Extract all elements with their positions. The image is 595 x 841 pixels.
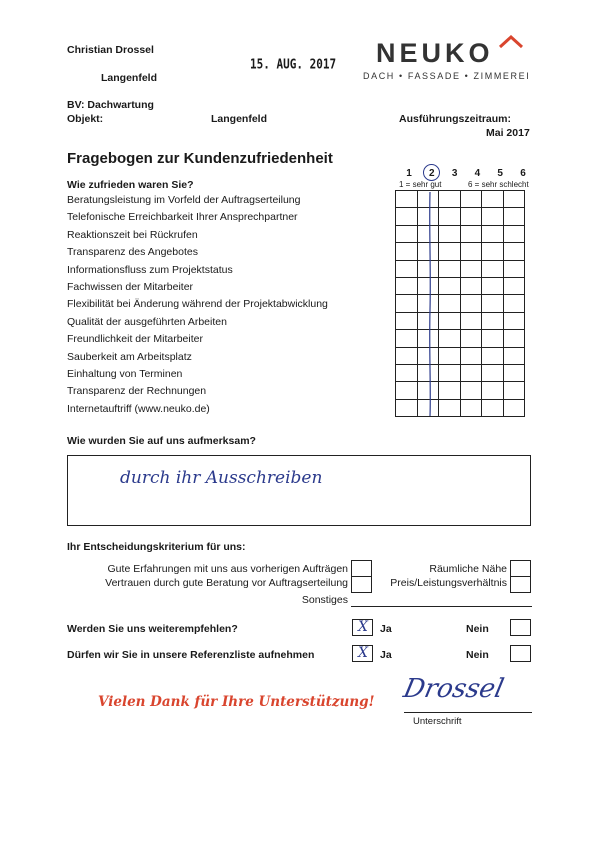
survey-item: Flexibilität bei Änderung während der Projektabwicklung bbox=[67, 298, 328, 311]
recommend-yes-label: Ja bbox=[380, 623, 392, 635]
survey-item: Fachwissen der Mitarbeiter bbox=[67, 281, 194, 293]
rating-cell[interactable] bbox=[438, 277, 461, 295]
rating-row bbox=[396, 365, 532, 382]
criteria-right-1: Räumliche Nähe bbox=[429, 563, 507, 575]
criteria-left-2-checkbox[interactable] bbox=[351, 576, 372, 593]
rating-cell[interactable] bbox=[395, 277, 418, 295]
rating-cell[interactable] bbox=[438, 399, 461, 417]
rating-cell[interactable] bbox=[481, 242, 504, 260]
rating-cell[interactable] bbox=[503, 364, 526, 382]
rating-cell[interactable] bbox=[481, 294, 504, 312]
survey-item: Telefonische Erreichbarkeit Ihrer Ansprechpartner bbox=[67, 211, 298, 224]
reference-yes-label: Ja bbox=[380, 649, 392, 661]
reference-no-checkbox[interactable] bbox=[510, 645, 531, 662]
criteria-left-2: Vertrauen durch gute Beratung vor Auftragserteilung bbox=[105, 577, 348, 589]
survey-item: Beratungsleistung im Vorfeld der Auftragserteilung bbox=[67, 194, 301, 206]
other-label: Sonstiges bbox=[301, 594, 348, 606]
rating-row bbox=[396, 208, 532, 225]
rating-cell[interactable] bbox=[481, 260, 504, 278]
signature: Drossel bbox=[400, 674, 507, 704]
rating-cell[interactable] bbox=[395, 399, 418, 417]
aware-answer: durch ihr Ausschreiben bbox=[120, 468, 323, 488]
rating-cell[interactable] bbox=[503, 294, 526, 312]
criteria-right-2-checkbox[interactable] bbox=[510, 576, 531, 593]
reference-yes-checkbox[interactable] bbox=[352, 645, 373, 662]
rating-cell[interactable] bbox=[460, 347, 483, 365]
recommend-no-label: Nein bbox=[466, 623, 489, 635]
rating-cell[interactable] bbox=[438, 207, 461, 225]
rating-cell[interactable] bbox=[460, 329, 483, 347]
objekt-value: Langenfeld bbox=[211, 113, 268, 125]
rating-cell[interactable] bbox=[395, 312, 418, 330]
survey-item: Informationsfluss zum Projektstatus bbox=[67, 263, 233, 276]
rating-cell[interactable] bbox=[395, 347, 418, 365]
survey-title: Fragebogen zur Kundenzufriedenheit bbox=[67, 150, 333, 167]
rating-cell[interactable] bbox=[503, 399, 526, 417]
rating-cell[interactable] bbox=[438, 381, 461, 399]
rating-cell[interactable] bbox=[460, 364, 483, 382]
rating-cell[interactable] bbox=[460, 294, 483, 312]
rating-cell[interactable] bbox=[438, 329, 461, 347]
selected-rating-circle bbox=[423, 164, 440, 181]
rating-cell[interactable] bbox=[438, 225, 461, 243]
recommend-yes-mark: X bbox=[358, 619, 368, 635]
reference-no-label: Nein bbox=[466, 649, 489, 661]
rating-cell[interactable] bbox=[460, 399, 483, 417]
rating-cell[interactable] bbox=[460, 242, 483, 260]
survey-item: Transparenz der Rechnungen bbox=[67, 385, 207, 398]
rating-cell[interactable] bbox=[503, 329, 526, 347]
rating-cell[interactable] bbox=[395, 225, 418, 243]
rating-row bbox=[396, 243, 532, 260]
criteria-right-1-checkbox[interactable] bbox=[510, 560, 531, 577]
survey-item: Internetauftriff (www.neuko.de) bbox=[67, 402, 210, 415]
rating-cell[interactable] bbox=[395, 207, 418, 225]
rating-cell[interactable] bbox=[503, 381, 526, 399]
rating-cell[interactable] bbox=[481, 364, 504, 382]
rating-cell[interactable] bbox=[395, 190, 418, 208]
bv-label: BV: Dachwartung bbox=[67, 99, 154, 111]
scale-number-5: 5 bbox=[497, 168, 503, 179]
rating-cell[interactable] bbox=[395, 364, 418, 382]
rating-row bbox=[396, 348, 532, 365]
zeitraum-value: Mai 2017 bbox=[486, 127, 530, 139]
recommend-question: Werden Sie uns weiterempfehlen? bbox=[67, 623, 238, 635]
rating-cell[interactable] bbox=[503, 277, 526, 295]
rating-row bbox=[396, 278, 532, 295]
rating-cell[interactable] bbox=[460, 225, 483, 243]
logo-tagline: DACH • FASSADE • ZIMMEREI bbox=[363, 71, 531, 81]
rating-cell[interactable] bbox=[481, 329, 504, 347]
criteria-left-1-checkbox[interactable] bbox=[351, 560, 372, 577]
survey-item: Reaktionszeit bei Rückrufen bbox=[67, 228, 198, 241]
survey-item: Qualität der ausgeführten Arbeiten bbox=[67, 315, 227, 328]
rating-row bbox=[396, 261, 532, 278]
rating-cell[interactable] bbox=[503, 312, 526, 330]
rating-cell[interactable] bbox=[438, 260, 461, 278]
neuko-logo bbox=[376, 38, 494, 69]
rating-cell[interactable] bbox=[481, 207, 504, 225]
survey-item: Transparenz des Angebotes bbox=[67, 246, 198, 259]
scale-high-label: 6 = sehr schlecht bbox=[468, 180, 529, 189]
rating-cell[interactable] bbox=[438, 347, 461, 365]
objekt-label: Objekt: bbox=[67, 113, 104, 125]
rating-cell[interactable] bbox=[481, 347, 504, 365]
rating-cell[interactable] bbox=[460, 207, 483, 225]
logo-wordmark: NEUKO bbox=[376, 38, 494, 68]
survey-item: Freundlichkeit der Mitarbeiter bbox=[67, 333, 203, 346]
rating-cell[interactable] bbox=[503, 190, 526, 208]
signature-line bbox=[404, 712, 532, 713]
thanks-message: Vielen Dank für Ihre Unterstützung! bbox=[98, 694, 375, 710]
aware-question: Wie wurden Sie auf uns aufmerksam? bbox=[67, 435, 256, 447]
rating-cell[interactable] bbox=[503, 242, 526, 260]
roof-icon bbox=[498, 35, 524, 49]
rating-cell[interactable] bbox=[438, 190, 461, 208]
date-stamp: 15. AUG. 2017 bbox=[250, 56, 337, 73]
recommend-no-checkbox[interactable] bbox=[510, 619, 531, 636]
rating-cell[interactable] bbox=[395, 242, 418, 260]
survey-question: Wie zufrieden waren Sie? bbox=[67, 179, 194, 191]
customer-name: Christian Drossel bbox=[67, 44, 154, 56]
rating-row bbox=[396, 226, 532, 243]
rating-row bbox=[396, 313, 532, 330]
rating-cell[interactable] bbox=[503, 260, 526, 278]
rating-cell[interactable] bbox=[438, 294, 461, 312]
rating-row bbox=[396, 295, 532, 312]
other-input-line[interactable] bbox=[351, 606, 532, 607]
rating-cell[interactable] bbox=[481, 277, 504, 295]
rating-cell[interactable] bbox=[438, 312, 461, 330]
rating-cell[interactable] bbox=[481, 381, 504, 399]
scale-number-1: 1 bbox=[406, 168, 412, 179]
rating-cell[interactable] bbox=[460, 260, 483, 278]
rating-cell[interactable] bbox=[481, 399, 504, 417]
reference-question: Dürfen wir Sie in unsere Referenzliste aufnehmen bbox=[67, 649, 315, 661]
rating-row bbox=[396, 382, 532, 399]
rating-cell[interactable] bbox=[395, 381, 418, 399]
zeitraum-label: Ausführungszeitraum: bbox=[399, 113, 512, 125]
rating-cell[interactable] bbox=[481, 312, 504, 330]
survey-item: Einhaltung von Terminen bbox=[67, 368, 183, 380]
rating-cell[interactable] bbox=[460, 190, 483, 208]
reference-yes-mark: X bbox=[358, 645, 368, 661]
rating-grid bbox=[396, 191, 532, 417]
rating-cell[interactable] bbox=[395, 329, 418, 347]
scale-number-2: 2 bbox=[429, 168, 435, 179]
rating-row bbox=[396, 400, 532, 417]
rating-cell[interactable] bbox=[503, 207, 526, 225]
customer-city: Langenfeld bbox=[101, 72, 158, 84]
criteria-right-2: Preis/Leistungsverhältnis bbox=[390, 577, 507, 589]
rating-cell[interactable] bbox=[503, 225, 526, 243]
signature-label: Unterschrift bbox=[413, 716, 462, 727]
scale-number-3: 3 bbox=[451, 168, 458, 179]
rating-cell[interactable] bbox=[503, 347, 526, 365]
rating-cell[interactable] bbox=[460, 277, 483, 295]
scale-number-6: 6 bbox=[520, 168, 526, 179]
rating-cell[interactable] bbox=[395, 260, 418, 278]
rating-row bbox=[396, 191, 532, 208]
scale-low-label: 1 = sehr gut bbox=[399, 180, 442, 189]
criteria-title: Ihr Entscheidungskriterium für uns: bbox=[67, 541, 246, 553]
rating-row bbox=[396, 330, 532, 347]
rating-cell[interactable] bbox=[481, 225, 504, 243]
rating-cell[interactable] bbox=[481, 190, 504, 208]
rating-cell[interactable] bbox=[460, 312, 483, 330]
rating-cell[interactable] bbox=[438, 364, 461, 382]
recommend-yes-checkbox[interactable] bbox=[352, 619, 373, 636]
aware-answer-box[interactable] bbox=[67, 455, 531, 526]
rating-cell[interactable] bbox=[395, 294, 418, 312]
rating-cell[interactable] bbox=[460, 381, 483, 399]
scale-number-4: 4 bbox=[474, 168, 481, 179]
survey-item: Sauberkeit am Arbeitsplatz bbox=[67, 350, 192, 363]
criteria-left-1: Gute Erfahrungen mit uns aus vorherigen Aufträgen bbox=[107, 563, 348, 575]
rating-cell[interactable] bbox=[438, 242, 461, 260]
rating-pen-stroke bbox=[420, 190, 440, 420]
